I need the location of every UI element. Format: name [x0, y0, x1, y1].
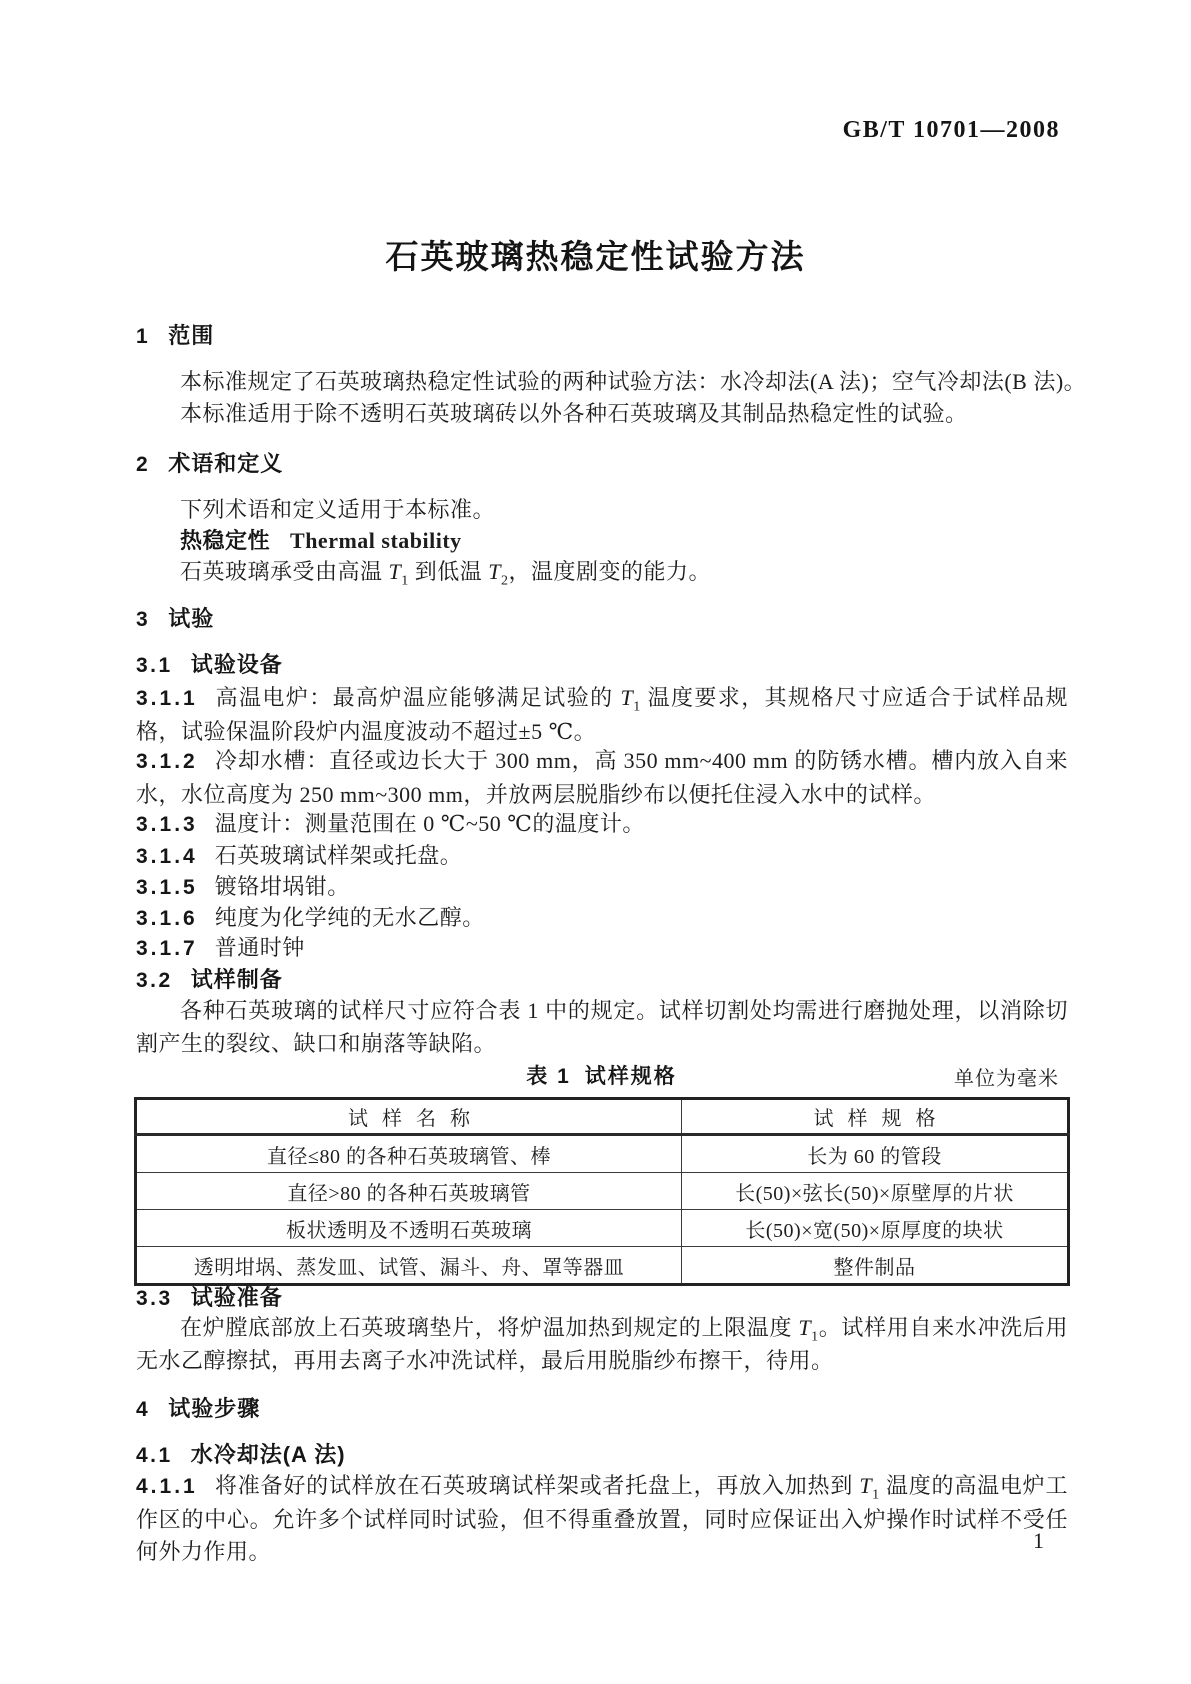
- clause-number: 3.1.3: [136, 813, 198, 836]
- paragraph-text: 。试样用自来水冲洗后用无水乙醇擦拭，再用去离子水冲洗试样，最后用脱脂纱布擦干，待用。: [136, 1315, 1068, 1373]
- table-cell: 长(50)×宽(50)×原厚度的块状: [682, 1210, 1069, 1247]
- variable-t1-subscript: 1: [633, 699, 641, 715]
- table-caption-label: 表 1: [526, 1065, 571, 1088]
- section-number: 2: [136, 453, 151, 476]
- clause-3-1-4: [136, 840, 1068, 874]
- term-chinese: 热稳定性: [180, 528, 271, 553]
- table-cell: 直径≤80 的各种石英玻璃管、棒: [136, 1135, 682, 1173]
- section-number: 3: [136, 608, 151, 631]
- section-2-heading: [136, 447, 283, 478]
- clause-number: 3.1.1: [136, 687, 198, 710]
- table-caption: [136, 1060, 1067, 1090]
- section-title: 试验准备: [190, 1285, 283, 1310]
- table-unit-note: 单位为毫米: [954, 1068, 1059, 1090]
- table-cell: 整件制品: [682, 1247, 1069, 1285]
- doc-code: GB/T 10701—2008: [842, 117, 1060, 143]
- document-title: 石英玻璃热稳定性试验方法: [385, 238, 806, 275]
- section-title: 术语和定义: [168, 451, 284, 476]
- section-4-heading: [136, 1392, 260, 1423]
- section-number: 4.1: [136, 1444, 173, 1467]
- variable-t1-subscript: 1: [401, 573, 409, 589]
- page-number: 1: [1033, 1528, 1044, 1553]
- table-caption-row: [136, 1060, 1067, 1088]
- section-3-heading: [136, 602, 214, 633]
- clause-3-1-3: [136, 808, 1068, 842]
- table-row: [136, 1247, 1069, 1285]
- clause-text: 冷却水槽：直径或边长大于 300 mm，高 350 mm~400 mm 的防锈水槽。槽内放入自来水，水位高度为 250 mm~300 mm，并放两层脱脂纱布以便托住浸入水中的试样。: [136, 748, 1068, 807]
- clause-text: 温度计：测量范围在 0 ℃~50 ℃的温度计。: [214, 811, 645, 836]
- section-title: 水冷却法(A 法): [190, 1442, 346, 1467]
- variable-t1-subscript: 1: [811, 1329, 819, 1345]
- variable-t1: T: [798, 1315, 812, 1340]
- clause-number: 3.1.4: [136, 845, 198, 868]
- section-1-heading: [136, 319, 214, 350]
- table-cell: 板状透明及不透明石英玻璃: [136, 1210, 682, 1247]
- term-definition: [136, 556, 1068, 589]
- table-cell: 透明坩埚、蒸发皿、试管、漏斗、舟、罩等器皿: [136, 1247, 682, 1285]
- section-number: 3.2: [136, 969, 173, 992]
- section-number: 1: [136, 325, 151, 348]
- term-line: [136, 525, 1068, 558]
- clause-text: 高温电炉：最高炉温应能够满足试验的: [214, 685, 621, 710]
- variable-t1: T: [620, 685, 634, 710]
- section-number: 3.1: [136, 654, 173, 677]
- table-header-row: [136, 1099, 1069, 1135]
- variable-t1-subscript: 1: [872, 1487, 880, 1503]
- table-header-cell-name: 试样名称: [136, 1099, 682, 1135]
- section-3-3-heading: [136, 1281, 283, 1312]
- sample-prep-paragraph: 各种石英玻璃的试样尺寸应符合表 1 中的规定。试样切割处均需进行磨抛处理，以消除切割产生的裂纹、缺口和崩落等缺陷。: [136, 998, 1068, 1056]
- clause-3-1-2: [136, 745, 1068, 811]
- table-row: [136, 1210, 1069, 1247]
- variable-t1: T: [859, 1473, 873, 1498]
- section-4-1-heading: [136, 1438, 346, 1469]
- table-cell: 直径>80 的各种石英玻璃管: [136, 1173, 682, 1210]
- table-cell: 长为 60 的管段: [682, 1135, 1069, 1173]
- section-title: 试验设备: [190, 652, 283, 677]
- clause-text: 将准备好的试样放在石英玻璃试样架或者托盘上，再放入加热到: [214, 1473, 860, 1498]
- scope-paragraph-1: 本标准规定了石英玻璃热稳定性试验的两种试验方法：水冷却法(A 法)；空气冷却法(B 法)。: [180, 369, 1087, 394]
- clause-number: 3.1.2: [136, 750, 198, 773]
- table-caption-title: 试样规格: [584, 1065, 677, 1088]
- clause-text: 石英玻璃试样架或托盘。: [214, 843, 463, 868]
- clause-3-1-7: [136, 932, 1068, 966]
- table-row: [136, 1173, 1069, 1210]
- section-number: 3.3: [136, 1287, 173, 1310]
- clause-text: 镀铬坩埚钳。: [214, 874, 350, 899]
- variable-t2: T: [488, 559, 502, 584]
- clause-4-1-1: [136, 1470, 1068, 1569]
- clause-text: 普通时钟: [214, 935, 305, 960]
- clause-3-1-1: [136, 682, 1068, 748]
- clause-text: 纯度为化学纯的无水乙醇。: [214, 905, 485, 930]
- variable-t2-subscript: 2: [501, 573, 509, 589]
- table-row: [136, 1135, 1069, 1173]
- terms-intro-paragraph: 下列术语和定义适用于本标准。: [180, 497, 496, 522]
- section-title: 试验: [168, 606, 215, 631]
- clause-text: 温度的高温电炉工作区的中心。允许多个试样同时试验，但不得重叠放置，同时应保证出入炉操作时试样不受任何外力作用。: [136, 1473, 1068, 1564]
- definition-text: 到低温: [408, 559, 489, 584]
- spec-table: [134, 1097, 1070, 1286]
- variable-t1: T: [388, 559, 402, 584]
- section-title: 试验步骤: [168, 1396, 261, 1421]
- definition-text: 石英玻璃承受由高温: [180, 559, 389, 584]
- definition-text: ，温度剧变的能力。: [508, 559, 712, 584]
- clause-number: 3.1.7: [136, 937, 198, 960]
- section-3-2-heading: [136, 963, 283, 994]
- section-title: 范围: [168, 323, 215, 348]
- paragraph-text: 在炉膛底部放上石英玻璃垫片，将炉温加热到规定的上限温度: [180, 1315, 799, 1340]
- table-header-cell-spec: 试样规格: [682, 1099, 1069, 1135]
- clause-3-1-6: [136, 902, 1068, 936]
- scope-paragraph-2: 本标准适用于除不透明石英玻璃砖以外各种石英玻璃及其制品热稳定性的试验。: [180, 401, 968, 426]
- clause-number: 3.1.5: [136, 876, 198, 899]
- section-title: 试样制备: [190, 967, 283, 992]
- table-cell: 长(50)×弦长(50)×原壁厚的片状: [682, 1173, 1069, 1210]
- clause-text: 温度要求，其规格尺寸应适合于试样品规格，试验保温阶段炉内温度波动不超过±5 ℃。: [136, 685, 1068, 744]
- section-3-1-heading: [136, 648, 283, 679]
- clause-number: 3.1.6: [136, 907, 198, 930]
- test-prep-paragraph: [136, 1312, 1068, 1377]
- section-number: 4: [136, 1398, 151, 1421]
- clause-number: 4.1.1: [136, 1475, 198, 1498]
- clause-3-1-5: [136, 871, 1068, 905]
- term-english: Thermal stability: [290, 528, 462, 553]
